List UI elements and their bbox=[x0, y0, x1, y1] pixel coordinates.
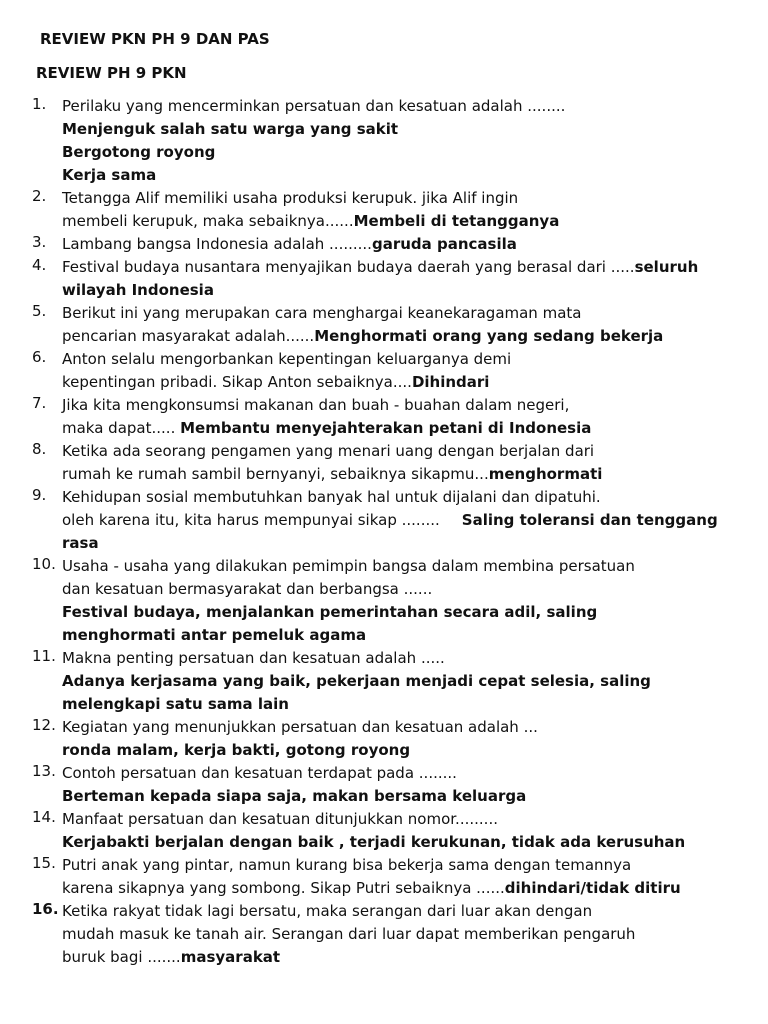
question-text: Makna penting persatuan dan kesatuan adalah ..... bbox=[62, 649, 445, 667]
question-text: Jika kita mengkonsumsi makanan dan buah - buahan dalam negeri, bbox=[62, 396, 570, 414]
answer-text: masyarakat bbox=[180, 948, 281, 966]
question-item-1 bbox=[32, 95, 744, 187]
answer-text: Bergotong royong bbox=[62, 143, 216, 161]
answer-text: Membantu menyejahterakan petani di Indonesia bbox=[180, 419, 592, 437]
question-item-11 bbox=[32, 647, 744, 716]
question-text: Manfaat persatuan dan kesatuan ditunjukkan nomor......... bbox=[62, 810, 498, 828]
document-subtitle: REVIEW PH 9 PKN bbox=[36, 64, 187, 82]
question-text: dan kesatuan bermasyarakat dan berbangsa ...... bbox=[62, 580, 433, 598]
question-number: 11. bbox=[32, 647, 56, 665]
question-text: mudah masuk ke tanah air. Serangan dari luar dapat memberikan pengaruh bbox=[62, 925, 636, 943]
question-number: 14. bbox=[32, 808, 56, 826]
answer-text: menghormati bbox=[488, 465, 603, 483]
question-text: Contoh persatuan dan kesatuan terdapat pada ........ bbox=[62, 764, 457, 782]
question-number: 7. bbox=[32, 394, 47, 412]
question-item-9 bbox=[32, 486, 744, 555]
question-item-10 bbox=[32, 555, 744, 647]
question-text: oleh karena itu, kita harus mempunyai sikap ........ bbox=[62, 511, 440, 529]
question-item-16 bbox=[32, 900, 744, 969]
question-number: 13. bbox=[32, 762, 56, 780]
question-text: buruk bagi ....... bbox=[62, 948, 181, 966]
question-text: Anton selalu mengorbankan kepentingan keluarganya demi bbox=[62, 350, 512, 368]
question-number: 16. bbox=[32, 900, 59, 918]
question-item-6 bbox=[32, 348, 744, 394]
question-text: Festival budaya nusantara menyajikan budaya daerah yang berasal dari ..... bbox=[62, 258, 635, 276]
answer-text: dihindari/tidak ditiru bbox=[504, 879, 681, 897]
question-text: kepentingan pribadi. Sikap Anton sebaiknya.... bbox=[62, 373, 412, 391]
question-number: 8. bbox=[32, 440, 47, 458]
question-number: 3. bbox=[32, 233, 47, 251]
answer-text: Membeli di tetangganya bbox=[353, 212, 560, 230]
question-text: Lambang bangsa Indonesia adalah ......... bbox=[62, 235, 372, 253]
answer-text: Menghormati orang yang sedang bekerja bbox=[314, 327, 664, 345]
question-text: Perilaku yang mencerminkan persatuan dan kesatuan adalah ........ bbox=[62, 97, 566, 115]
question-item-14 bbox=[32, 808, 744, 854]
question-number: 12. bbox=[32, 716, 56, 734]
question-list bbox=[32, 95, 744, 969]
answer-text: seluruh bbox=[634, 258, 699, 276]
answer-text: rasa bbox=[62, 534, 99, 552]
answer-text: Menjenguk salah satu warga yang sakit bbox=[62, 120, 399, 138]
question-item-7 bbox=[32, 394, 744, 440]
question-number: 5. bbox=[32, 302, 47, 320]
question-number: 1. bbox=[32, 95, 47, 113]
answer-text: ronda malam, kerja bakti, gotong royong bbox=[62, 741, 411, 759]
question-number: 4. bbox=[32, 256, 47, 274]
answer-text: garuda pancasila bbox=[371, 235, 517, 253]
question-text: Ketika rakyat tidak lagi bersatu, maka serangan dari luar akan dengan bbox=[62, 902, 593, 920]
question-item-3 bbox=[32, 233, 744, 256]
answer-text: menghormati antar pemeluk agama bbox=[62, 626, 367, 644]
question-text: Ketika ada seorang pengamen yang menari uang dengan berjalan dari bbox=[62, 442, 595, 460]
question-item-8 bbox=[32, 440, 744, 486]
question-text: Usaha - usaha yang dilakukan pemimpin bangsa dalam membina persatuan bbox=[62, 557, 635, 575]
question-number: 15. bbox=[32, 854, 56, 872]
answer-text: Adanya kerjasama yang baik, pekerjaan menjadi cepat selesia, saling bbox=[62, 672, 651, 690]
question-text: Kegiatan yang menunjukkan persatuan dan kesatuan adalah ... bbox=[62, 718, 538, 736]
answer-text: Festival budaya, menjalankan pemerintahan secara adil, saling bbox=[62, 603, 598, 621]
question-number: 9. bbox=[32, 486, 47, 504]
question-text: Kehidupan sosial membutuhkan banyak hal untuk dijalani dan dipatuhi. bbox=[62, 488, 601, 506]
answer-text: Kerjabakti berjalan dengan baik , terjadi kerukunan, tidak ada kerusuhan bbox=[62, 833, 686, 851]
answer-text: melengkapi satu sama lain bbox=[62, 695, 289, 713]
question-number: 2. bbox=[32, 187, 47, 205]
question-text: Putri anak yang pintar, namun kurang bisa bekerja sama dengan temannya bbox=[62, 856, 632, 874]
document-title: REVIEW PKN PH 9 DAN PAS bbox=[40, 30, 270, 48]
question-item-13 bbox=[32, 762, 744, 808]
answer-text: Berteman kepada siapa saja, makan bersama keluarga bbox=[62, 787, 527, 805]
question-item-2 bbox=[32, 187, 744, 233]
answer-text: Kerja sama bbox=[62, 166, 157, 184]
question-text: rumah ke rumah sambil bernyanyi, sebaiknya sikapmu... bbox=[62, 465, 489, 483]
question-item-15 bbox=[32, 854, 744, 900]
question-item-12 bbox=[32, 716, 744, 762]
question-text: membeli kerupuk, maka sebaiknya...... bbox=[62, 212, 354, 230]
question-item-5 bbox=[32, 302, 744, 348]
question-text: karena sikapnya yang sombong. Sikap Putri sebaiknya ...... bbox=[62, 879, 505, 897]
answer-text: Saling toleransi dan tenggang bbox=[461, 511, 718, 529]
question-item-4 bbox=[32, 256, 744, 302]
answer-text: wilayah Indonesia bbox=[62, 281, 214, 299]
question-number: 6. bbox=[32, 348, 47, 366]
question-text: pencarian masyarakat adalah...... bbox=[62, 327, 315, 345]
question-text: maka dapat..... bbox=[62, 419, 181, 437]
answer-text: Dihindari bbox=[411, 373, 490, 391]
question-number: 10. bbox=[32, 555, 56, 573]
question-text: Berikut ini yang merupakan cara menghargai keanekaragaman mata bbox=[62, 304, 582, 322]
question-text: Tetangga Alif memiliki usaha produksi kerupuk. jika Alif ingin bbox=[62, 189, 519, 207]
